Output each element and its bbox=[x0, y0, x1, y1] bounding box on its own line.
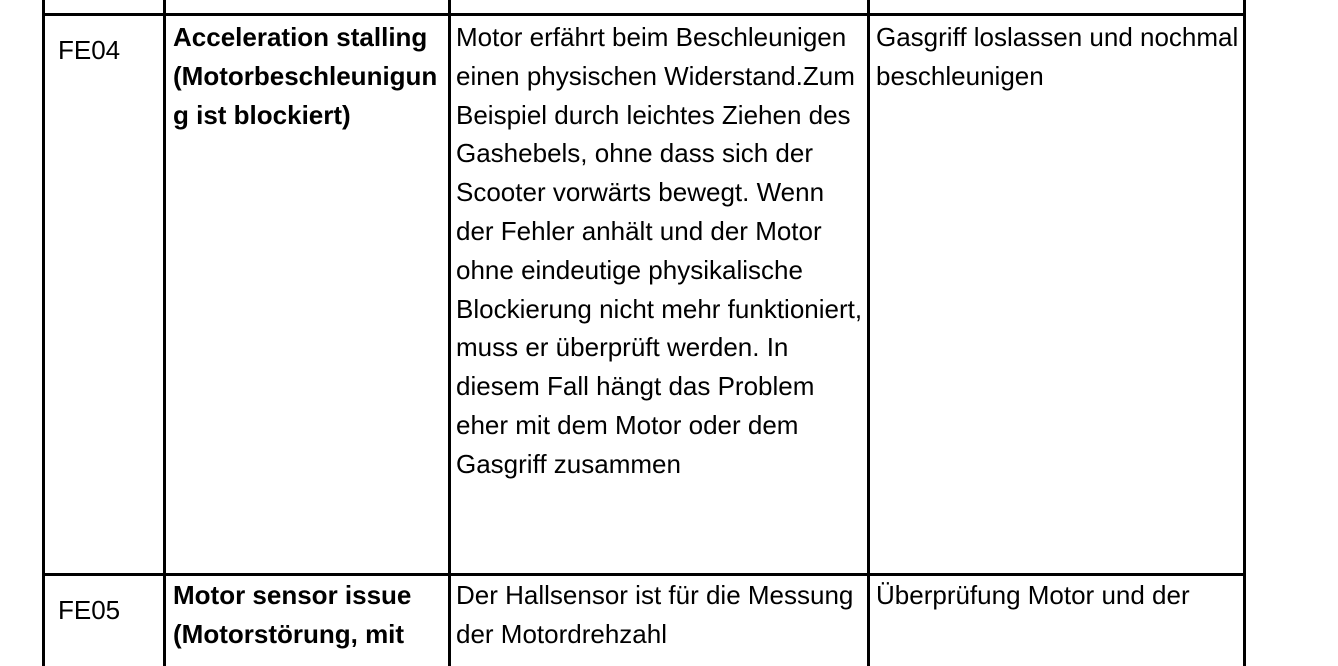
table-row bbox=[44, 575, 1245, 666]
error-solution-cell bbox=[869, 15, 1245, 575]
error-description: Motor erfährt beim Beschleunigen einen physischen Widerstand.Zum Beispiel durch leichtes Ziehen des Gashebels, ohne dass sich der Scooter vorwärts bewegt. Wenn der Fehler anhält und der Motor ohne eindeutige physikalische Blockierung nicht mehr funktioniert, muss er überprüft werden. In diesem Fall hängt das Problem eher mit dem Motor oder dem Gasgriff zusammen bbox=[456, 22, 863, 479]
error-code-table bbox=[42, 0, 1246, 666]
error-description: Der Hallsensor ist für die Messung der Motordrehzahl bbox=[456, 580, 854, 649]
table-cell bbox=[450, 0, 869, 15]
error-description-cell bbox=[450, 575, 869, 666]
error-code-cell bbox=[44, 15, 165, 575]
table-cell bbox=[44, 0, 165, 15]
error-code: FE05 bbox=[58, 595, 121, 625]
error-name-cell bbox=[165, 15, 450, 575]
error-solution: Gasgriff loslassen und nochmal beschleunigen bbox=[876, 22, 1239, 91]
error-solution-cell bbox=[869, 575, 1245, 666]
table-row-previous bbox=[44, 0, 1245, 15]
table-cell bbox=[165, 0, 450, 15]
error-solution: Überprüfung Motor und der bbox=[876, 580, 1190, 610]
error-code-table-container bbox=[42, 0, 1243, 666]
error-name: Motor sensor issue (Motorstörung, mit bbox=[173, 580, 412, 649]
error-description-cell bbox=[450, 15, 869, 575]
table-row bbox=[44, 15, 1245, 575]
error-code-cell bbox=[44, 575, 165, 666]
table-cell bbox=[869, 0, 1245, 15]
error-name-cell bbox=[165, 575, 450, 666]
error-code: FE04 bbox=[58, 35, 121, 65]
error-name: Acceleration stalling (Motorbeschleunigung ist blockiert) bbox=[173, 22, 438, 130]
